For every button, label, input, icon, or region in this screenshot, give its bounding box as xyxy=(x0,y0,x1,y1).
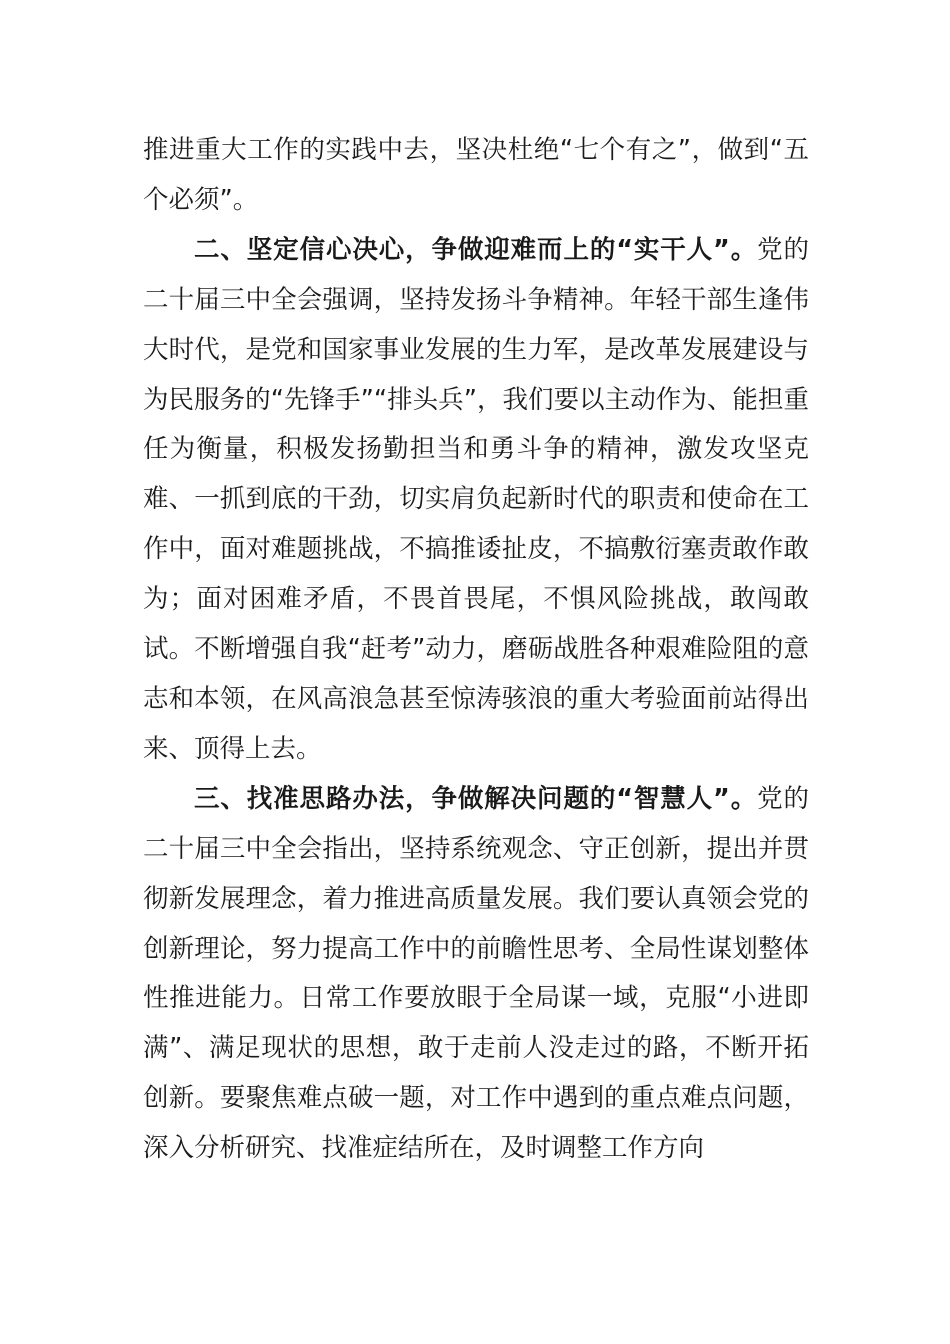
paragraph-text: 党的二十届三中全会指出，坚持系统观念、守正创新，提出并贯彻新发展理念，着力推进高质量发展。我们要认真领会党的创新理论，努力提高工作中的前瞻性思考、全局性谋划整体性推进能力。日常工作要放眼于全局谋一域，克服“小进即满”、满足现状的思想，敢于走前人没走过的路，不断开拓创新。要聚焦难点破一题，对工作中遇到的重点难点问题，深入分析研究、找准症结所在，及时调整工作方向 xyxy=(143,783,809,1164)
section-heading: 三、找准思路办法，争做解决问题的“智慧人”。 xyxy=(194,783,758,814)
section-heading: 二、坚定信心决心，争做迎难而上的“实干人”。 xyxy=(194,234,758,265)
paragraph-section-three xyxy=(143,775,809,1174)
paragraph-section-two xyxy=(143,226,809,775)
paragraph-text: 推进重大工作的实践中去，坚决杜绝“七个有之”，做到“五个必须”。 xyxy=(143,135,809,215)
paragraph-continuation xyxy=(143,126,809,226)
paragraph-text: 党的二十届三中全会强调，坚持发扬斗争精神。年轻干部生逢伟大时代，是党和国家事业发展的生力军，是改革发展建设与为民服务的“先锋手”“排头兵”，我们要以主动作为、能担重任为衡量，积极发扬勤担当和勇斗争的精神，激发攻坚克难、一抓到底的干劲，切实肩负起新时代的职责和使命在工作中，面对难题挑战，不搞推诿扯皮，不搞敷衍塞责敢作敢为；面对困难矛盾，不畏首畏尾，不惧风险挑战，敢闯敢试。不断增强自我“赶考”动力，磨砺战胜各种艰难险阻的意志和本领，在风高浪急甚至惊涛骇浪的重大考验面前站得出来、顶得上去。 xyxy=(143,234,809,764)
document-body xyxy=(143,126,809,1174)
